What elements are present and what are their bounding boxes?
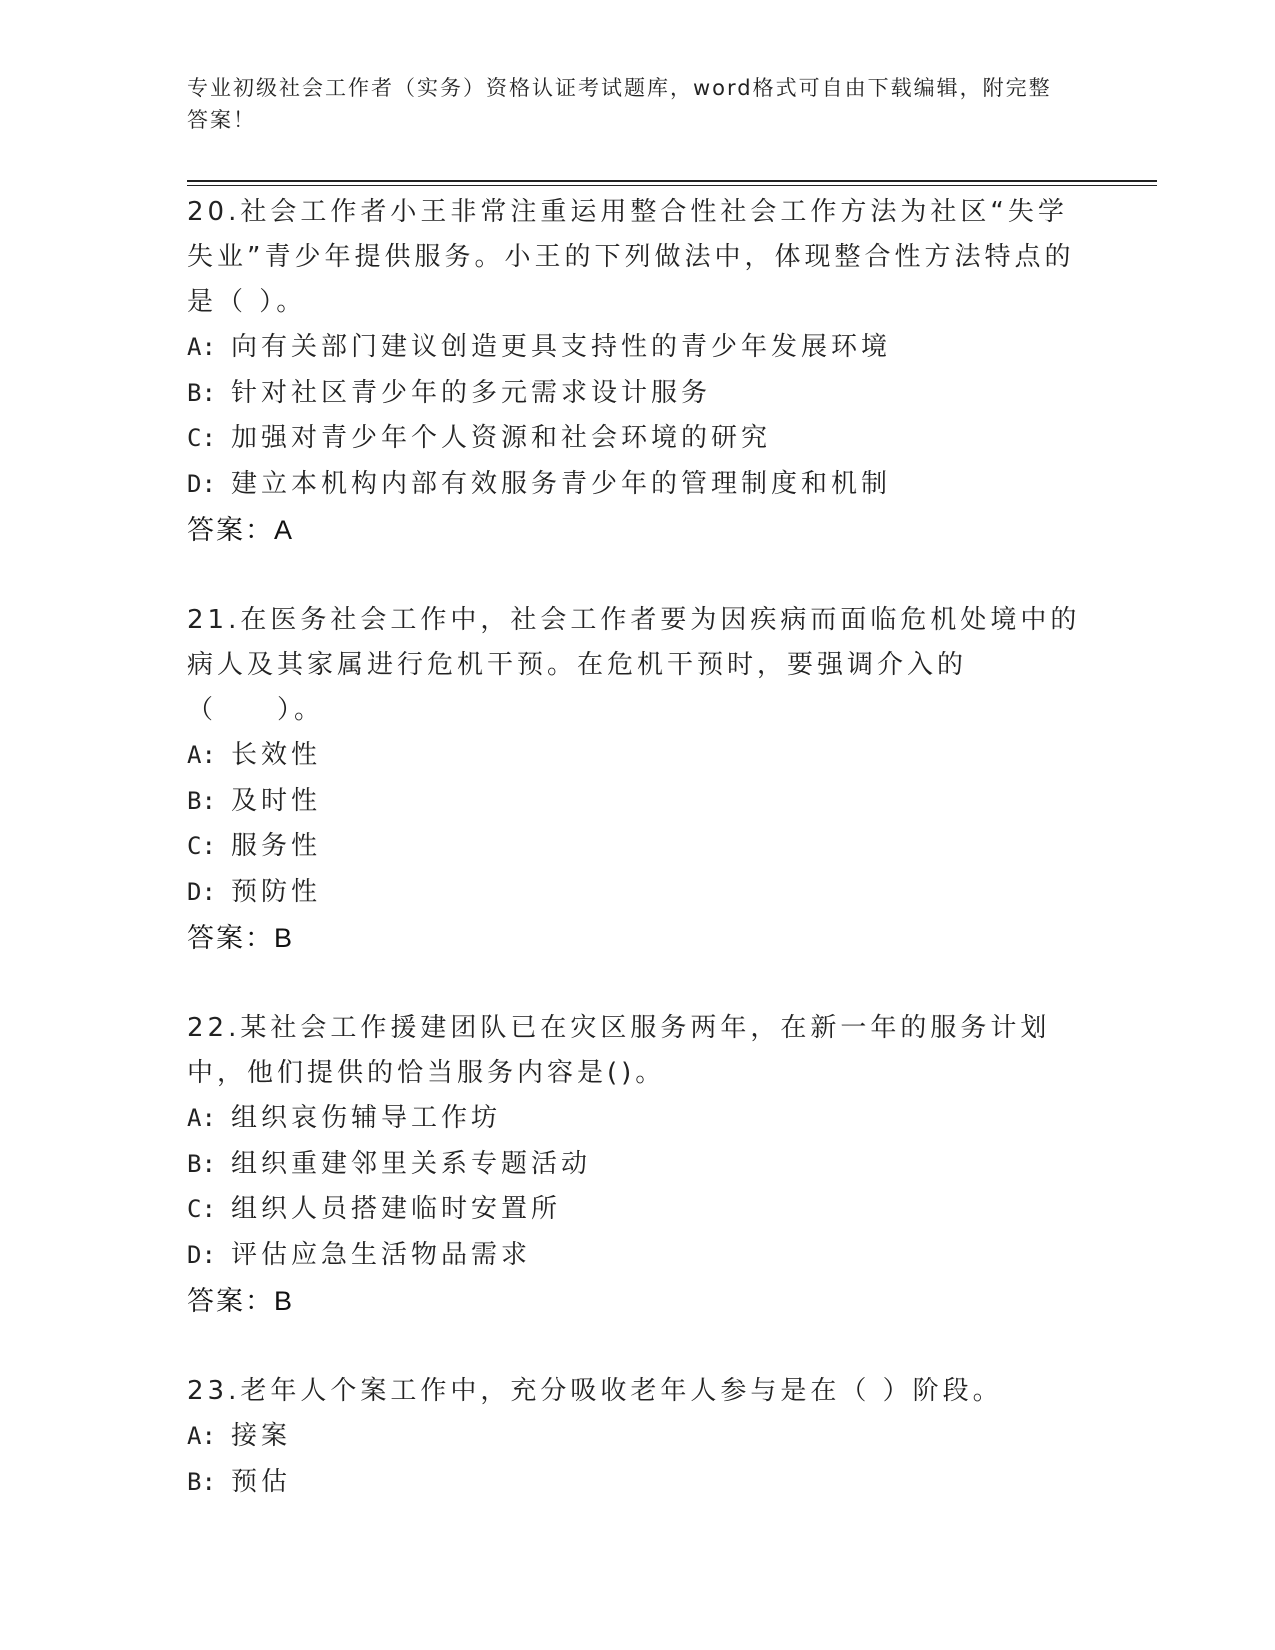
question-22 <box>187 1006 1087 1324</box>
question-stem: 20.社会工作者小王非常注重运用整合性社会工作方法为社区“失学失业”青少年提供服务。小王的下列做法中，体现整合性方法特点的是（ ）。 <box>187 197 1075 317</box>
option-text: 建立本机构内部有效服务青少年的管理制度和机制 <box>231 468 892 499</box>
option-d <box>187 1233 1087 1279</box>
answer-line: 答案：B <box>187 923 295 953</box>
question-20 <box>187 190 1087 553</box>
option-text: 接案 <box>231 1421 292 1451</box>
option-a <box>187 733 1087 779</box>
option-b <box>187 1460 1087 1506</box>
option-text: 针对社区青少年的多元需求设计服务 <box>231 377 712 408</box>
option-letter: C: <box>187 832 216 860</box>
option-letter: D: <box>187 469 216 498</box>
option-text: 组织哀伤辅导工作坊 <box>231 1103 502 1133</box>
question-23 <box>187 1369 1087 1505</box>
question-stem: 22.某社会工作援建团队已在灾区服务两年，在新一年的服务计划中，他们提供的恰当服务内容是()。 <box>187 1013 1051 1088</box>
document-header: 专业初级社会工作者（实务）资格认证考试题库，word格式可自由下载编辑，附完整答案！ <box>187 76 1052 132</box>
option-letter: A: <box>187 741 216 769</box>
option-b <box>187 371 1087 417</box>
option-text: 评估应急生活物品需求 <box>231 1239 532 1270</box>
option-c <box>187 824 1087 870</box>
option-letter: A: <box>187 1422 216 1450</box>
option-text: 预估 <box>231 1466 292 1497</box>
option-a <box>187 1096 1087 1142</box>
option-letter: B: <box>187 786 216 815</box>
option-b <box>187 1142 1087 1188</box>
option-letter: D: <box>187 1240 216 1269</box>
header-divider-thin <box>187 185 1157 186</box>
option-letter: D: <box>187 877 216 906</box>
option-letter: A: <box>187 333 216 361</box>
option-b <box>187 779 1087 825</box>
option-letter: C: <box>187 424 216 452</box>
option-c <box>187 416 1087 462</box>
answer-line: 答案：A <box>187 515 295 545</box>
option-text: 预防性 <box>231 876 322 907</box>
option-c <box>187 1187 1087 1233</box>
option-text: 组织重建邻里关系专题活动 <box>231 1148 592 1179</box>
option-text: 组织人员搭建临时安置所 <box>231 1194 562 1224</box>
option-text: 服务性 <box>231 831 322 861</box>
question-21 <box>187 598 1087 961</box>
option-letter: B: <box>187 378 216 407</box>
option-letter: B: <box>187 1467 216 1496</box>
option-a <box>187 1414 1087 1460</box>
option-text: 及时性 <box>231 785 322 816</box>
option-d <box>187 462 1087 508</box>
option-text: 向有关部门建议创造更具支持性的青少年发展环境 <box>231 332 892 362</box>
question-stem: 21.在医务社会工作中，社会工作者要为因疾病而面临危机处境中的病人及其家属进行危机干预。在危机干预时，要强调介入的（ ）。 <box>187 605 1081 725</box>
option-text: 长效性 <box>231 740 322 770</box>
question-stem: 23.老年人个案工作中，充分吸收老年人参与是在（ ）阶段。 <box>187 1376 1003 1406</box>
option-text: 加强对青少年个人资源和社会环境的研究 <box>231 423 772 453</box>
option-letter: B: <box>187 1149 216 1178</box>
question-list <box>187 190 1087 1550</box>
option-d <box>187 870 1087 916</box>
answer-line: 答案：B <box>187 1286 295 1316</box>
option-letter: A: <box>187 1104 216 1132</box>
option-letter: C: <box>187 1195 216 1223</box>
header-divider <box>187 180 1157 182</box>
option-a <box>187 325 1087 371</box>
